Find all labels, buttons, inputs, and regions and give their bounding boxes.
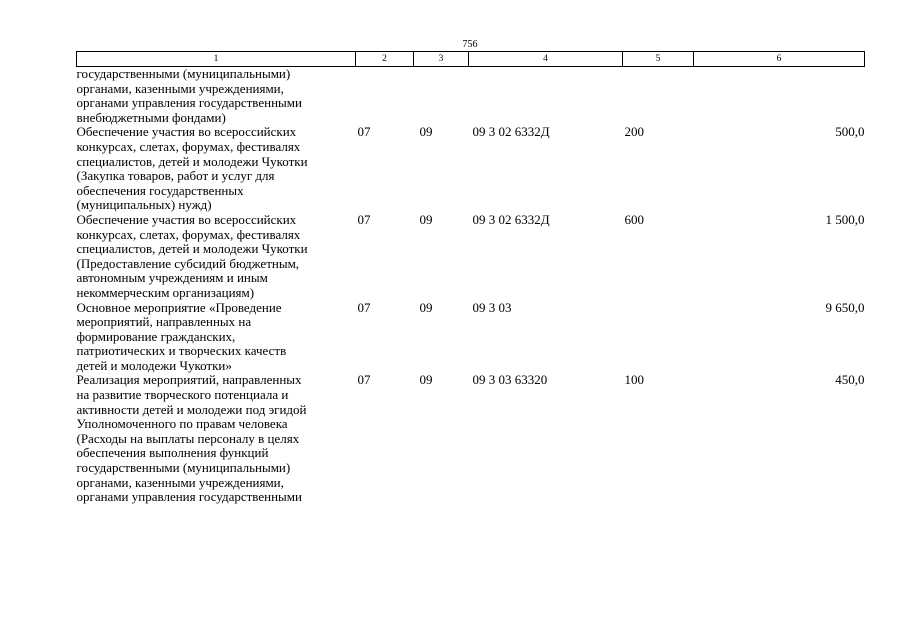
row-name: государственными (муниципальными) органами, казенными учреждениями, органами управления государственными внебюджетными фондами) xyxy=(76,66,302,125)
table-body xyxy=(77,67,865,505)
budget-table-container xyxy=(76,51,864,505)
header-col-4: 4 xyxy=(469,52,623,67)
table-row xyxy=(77,373,865,504)
table-row xyxy=(77,125,865,213)
row-amount: 450,0 xyxy=(835,372,865,388)
table-row xyxy=(77,67,865,126)
row-subsection: 09 xyxy=(419,124,433,140)
header-col-2: 2 xyxy=(356,52,414,67)
row-expense-type xyxy=(623,67,694,126)
row-amount xyxy=(694,67,865,126)
row-amount: 9 650,0 xyxy=(825,299,865,315)
page-number: 756 xyxy=(462,39,478,50)
row-section: 07 xyxy=(357,124,371,140)
header-col-3: 3 xyxy=(414,52,469,67)
row-subsection: 09 xyxy=(419,299,433,315)
row-subsection: 09 xyxy=(419,211,433,227)
row-amount: 1 500,0 xyxy=(825,211,865,227)
row-section: 07 xyxy=(357,372,371,388)
row-target-code xyxy=(469,67,623,126)
row-expense-type: 600 xyxy=(624,211,644,227)
row-name: Реализация мероприятий, направленных на развитие творческого потенциала и активности детей и молодежи под эгидой Уполномоченного по правам человека (Расходы на выплаты персоналу в целях обеспечения выполнения функций государственными (муниципальными) органами, казенными учреждениями, органами управления государственными xyxy=(76,372,307,505)
row-section xyxy=(356,67,414,126)
row-name: Основное мероприятие «Проведение мероприятий, направленных на формирование гражданских, патриотических и творческих качеств детей и молодежи Чукотки» xyxy=(76,299,287,373)
header-row xyxy=(77,52,865,67)
row-expense-type: 200 xyxy=(624,124,644,140)
row-name: Обеспечение участия во всероссийских конкурсах, слетах, форумах, фестивалях специалистов, детей и молодежи Чукотки (Закупка товаров, работ и услуг для обеспечения государственных (муниципальных) нужд) xyxy=(76,124,308,213)
table-row xyxy=(77,301,865,374)
row-subsection xyxy=(414,67,469,126)
row-expense-type: 100 xyxy=(624,372,644,388)
row-target-code: 09 3 03 63320 xyxy=(472,372,548,388)
header-col-5: 5 xyxy=(623,52,694,67)
table-header xyxy=(77,52,865,67)
row-section: 07 xyxy=(357,211,371,227)
row-target-code: 09 3 03 xyxy=(472,299,512,315)
row-subsection: 09 xyxy=(419,372,433,388)
row-amount: 500,0 xyxy=(835,124,865,140)
row-target-code: 09 3 02 6332Д xyxy=(472,211,550,227)
row-section: 07 xyxy=(357,299,371,315)
budget-table xyxy=(76,51,865,505)
table-row xyxy=(77,213,865,301)
row-expense-type xyxy=(623,301,694,374)
header-col-6: 6 xyxy=(694,52,865,67)
row-name: Обеспечение участия во всероссийских конкурсах, слетах, форумах, фестивалях специалистов, детей и молодежи Чукотки (Предоставление субсидий бюджетным, автономным учреждениям и иным некоммерческим организациям) xyxy=(76,211,308,300)
row-target-code: 09 3 02 6332Д xyxy=(472,124,550,140)
header-col-1: 1 xyxy=(77,52,356,67)
